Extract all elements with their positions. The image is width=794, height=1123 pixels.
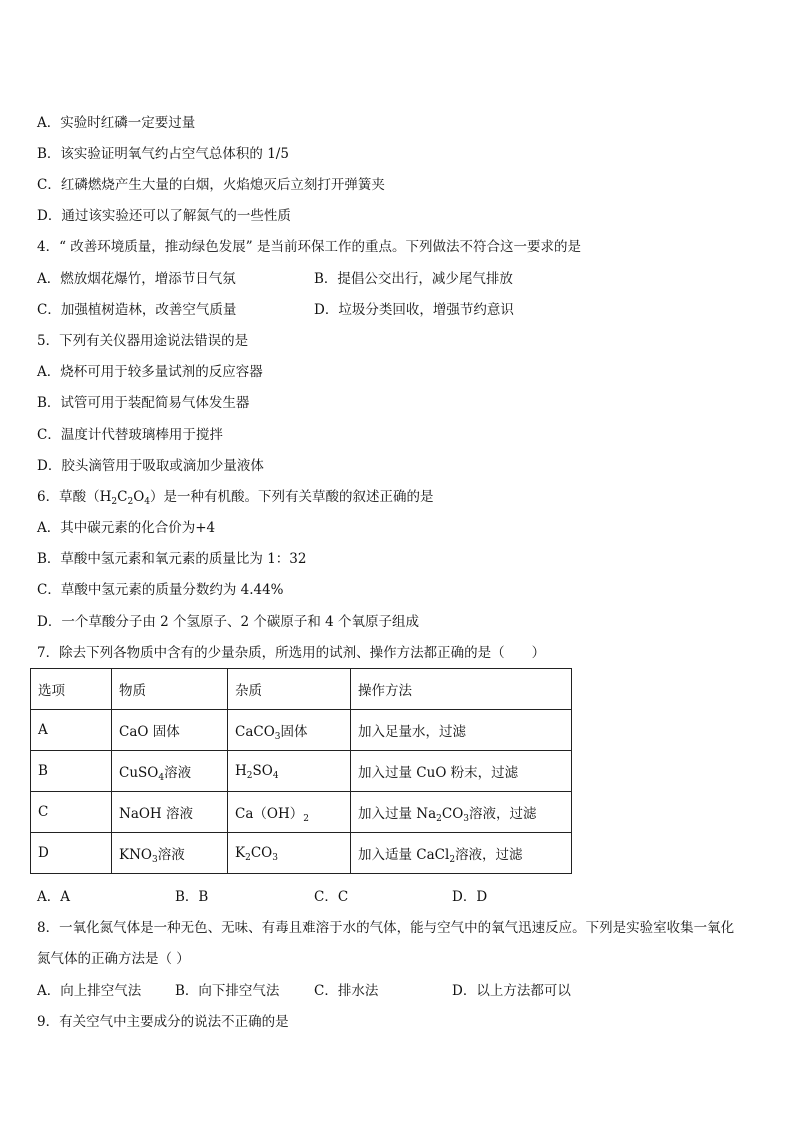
q8-option-d: D．以上方法都可以 <box>452 983 571 999</box>
q6-option-b: B．草酸中氢元素和氧元素的质量比为 1：32 <box>37 551 307 567</box>
q7-option-d: D．D <box>452 889 488 905</box>
table-cell-impurity: $H_2SO_4$ <box>228 751 351 792</box>
table-header-cell: 物质 <box>112 669 228 710</box>
table-row <box>31 792 572 833</box>
table-cell-method: 加入适量 CaCl$_2$溶液，过滤 <box>351 833 572 874</box>
q4-option-b: B．提倡公交出行，减少尾气排放 <box>314 271 513 287</box>
table-cell-method: 加入过量 $Na_2CO_3$溶液，过滤 <box>351 792 572 833</box>
q9-stem: 9．有关空气中主要成分的说法不正确的是 <box>37 1014 289 1030</box>
table-cell-substance: $KNO_3$溶液 <box>112 833 228 874</box>
table-cell-option: C <box>31 792 112 833</box>
table-header-cell: 杂质 <box>228 669 351 710</box>
table-cell-option: D <box>31 833 112 874</box>
q5-option-d: D．胶头滴管用于吸取或滴加少量液体 <box>37 458 264 474</box>
table-header-cell: 选项 <box>31 669 112 710</box>
q6-stem: 6．草酸$(H_2C_2O_4)$是一种有机酸。下列有关草酸的叙述正确的是 <box>37 489 434 507</box>
table-cell-substance: NaOH 溶液 <box>112 792 228 833</box>
table-cell-method: 加入过量 CuO 粉末，过滤 <box>351 751 572 792</box>
q4-option-a: A．燃放烟花爆竹，增添节日气氛 <box>37 271 236 287</box>
table-cell-impurity: CaCO$_3$固体 <box>228 710 351 751</box>
q8-stem-line-2: 氮气体的正确方法是（ ） <box>37 951 190 967</box>
table-row <box>31 751 572 792</box>
table-cell-option: B <box>31 751 112 792</box>
q5-stem: 5．下列有关仪器用途说法错误的是 <box>37 333 249 349</box>
q7-option-c: C．C <box>314 889 349 905</box>
q4-stem: 4．“ 改善环境质量，推动绿色发展” 是当前环保工作的重点。下列做法不符合这一要求的是 <box>37 239 581 255</box>
table-header-cell: 操作方法 <box>351 669 572 710</box>
table-header-row <box>31 669 572 710</box>
q6-option-d: D．一个草酸分子由 2 个氢原子、2 个碳原子和 4 个氧原子组成 <box>37 614 420 630</box>
q6-option-c: C．草酸中氢元素的质量分数约为 4.44% <box>37 582 284 598</box>
table-cell-impurity: $Ca(OH)_2$ <box>228 792 351 833</box>
q3-option-c: C．红磷燃烧产生大量的白烟，火焰熄灭后立刻打开弹簧夹 <box>37 177 385 193</box>
table-cell-impurity: $K_2CO_3$ <box>228 833 351 874</box>
q8-option-a: A．向上排空气法 <box>37 983 142 999</box>
q5-option-c: C．温度计代替玻璃棒用于搅拌 <box>37 427 223 443</box>
q3-option-a: A．实验时红磷一定要过量 <box>37 115 196 131</box>
table-cell-substance: CaO 固体 <box>112 710 228 751</box>
table-cell-option: A <box>31 710 112 751</box>
q7-option-a: A．A <box>37 889 70 905</box>
table-cell-method: 加入足量水，过滤 <box>351 710 572 751</box>
table-row <box>31 710 572 751</box>
q8-option-c: C．排水法 <box>314 983 379 999</box>
q5-option-b: B．试管可用于装配简易气体发生器 <box>37 395 250 411</box>
q6-option-a: A．其中碳元素的化合价为+4 <box>37 520 216 536</box>
q7-option-b: B．B <box>175 889 209 905</box>
q4-option-c: C．加强植树造林，改善空气质量 <box>37 302 237 318</box>
q3-option-d: D．通过该实验还可以了解氮气的一些性质 <box>37 208 291 224</box>
q7-stem: 7．除去下列各物质中含有的少量杂质，所选用的试剂、操作方法都正确的是（ ） <box>37 645 546 661</box>
q7-table <box>30 668 572 874</box>
q4-option-d: D．垃圾分类回收，增强节约意识 <box>314 302 514 318</box>
q3-option-b: B．该实验证明氧气约占空气总体积的 1/5 <box>37 146 289 162</box>
q5-option-a: A．烧杯可用于较多量试剂的反应容器 <box>37 364 263 380</box>
table-cell-substance: CuSO$_4$溶液 <box>112 751 228 792</box>
q8-stem-line-1: 8．一氧化氮气体是一种无色、无味、有毒且难溶于水的气体，能与空气中的氧气迅速反应。下列是实验室收集一氧化 <box>37 920 735 936</box>
table-row <box>31 833 572 874</box>
q8-option-b: B．向下排空气法 <box>175 983 280 999</box>
